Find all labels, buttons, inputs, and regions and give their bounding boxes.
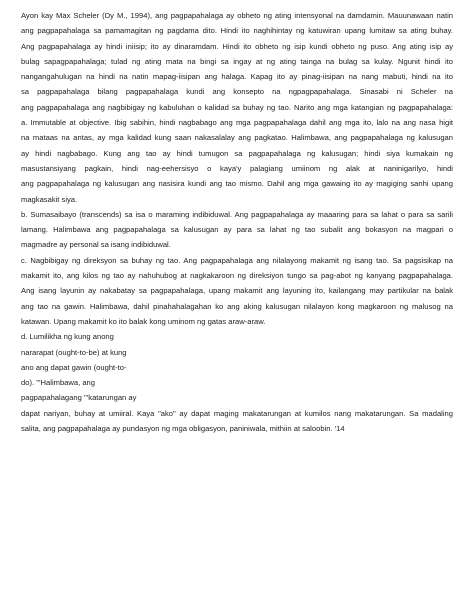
text-line: ang pagpapahalaga ang nagbibigay ng kabuluhan o kalidad sa buhay ng tao. Narito ang mga katangian ng pagpapahalaga: [21, 102, 453, 112]
text-line: c. Nagbibigay ng direksyon sa buhay ng tao. Ang pagpapahalaga ang nilalayong makamit ng isang tao. Sa pagsisikap na [21, 255, 453, 265]
text-line: dapat nariyan, buhay at umiiral. Kaya "ako" ay dapat maging makatarungan at kumilos nang makatarungan. Sa madaling [21, 408, 453, 418]
text-line: ang pagpapahalaga ng kalusugan ang nasisira kundi ang tao mismo. Dahil ang mga gawaing ito ay magiging sanhi upang [21, 179, 453, 189]
text-line: nararapat (ought-to-be) at kung [21, 347, 127, 357]
text-line: na mataas na antas, ay mga kalidad kung saan nakasalalay ang pagkatao. Halimbawa, ang pagpapahalaga ng kalusugan [21, 133, 453, 143]
text-line: sa pagpapahalaga bilang pagpapahalaga kundi ang konsepto na ngpagpapahalaga. Sinasabi ni Scheler na [21, 87, 453, 97]
text-line: Ayon kay Max Scheler (Dy M., 1994), ang pagpapahalaga ay obheto ng ating intensyonal na damdamin. Mauunawaan natin [21, 11, 453, 20]
text-line: magkasakit siya. [21, 194, 78, 204]
text-line: ang tao na gawin. Halimbawa, dahil pinahahalagahan ko ang aking kalusugan nilalayon kong magkaroon ng malusog na [21, 301, 453, 311]
text-line: b. Sumasaibayo (transcends) sa isa o maraming indibiduwal. Ang pagpapahalaga ay maaaring para sa lahat o para sa sarili [21, 209, 453, 219]
text-line: a. Immutable at objective. Ibig sabihin, hindi nagbabago ang mga pagpapahalaga dahil ang mga ito, lalo na ang nasa higit [21, 118, 453, 128]
text-line: katawan. Upang makamit ko ito balak kong uminom ng gatas araw-araw. [21, 316, 266, 326]
text-line: makamit ito, ang kilos ng tao ay nahuhubog at nagkakaroon ng direksiyon tungo sa pag-abot ng kanyang pagpapahalaga. [21, 271, 453, 281]
text-line: ay hindi nagbabago. Kung ang tao ay hindi tumugon sa pagpapahalaga ng kalusugan; hindi siya kumakain ng [21, 148, 453, 158]
text-line: Ang pagpapahalaga ay hindi iniisip; ito ay dinaramdam. Hindi ito obheto ng isip kundi obheto ng puso. Ang ating isip ay [21, 41, 453, 51]
text-line: ang pagpapahalaga sa pamamagitan ng pagdama dito. Hindi ito naghihintay ng katuwiran upang lumitaw sa ating buhay. [21, 26, 453, 36]
text-line: ano ang dapat gawin (ought-to- [21, 362, 127, 372]
text-line: do). '''Halimbawa, ang [21, 378, 95, 388]
text-line: pagpapahalagang '''katarungan ay [21, 393, 137, 403]
text-line: nangangahulugan na hindi na natin mapag-iisipan ang halaga. Kapag ito ay pinag-iisipan na nang mabuti, hindi na ito [21, 72, 453, 82]
text-line: salita, ang pagpapahalaga ay pundasyon ng mga obligasyon, paniniwala, mithiin at saloobin. '14 [21, 424, 345, 434]
text-line: Ang isang layunin ay nakabatay sa pagpapahalaga, upang makamit ang layuning ito, kailangang may partikular na balak [21, 286, 453, 296]
text-line: magmadre ay personal sa isang indibiduwal. [21, 240, 171, 250]
text-line: bulag sapagpapahalaga; tulad ng ating mata na bingi sa ingay at ng ating tainga na bulag sa kulay. Ngunit hindi ito [21, 56, 453, 66]
text-line: lamang. Halimbawa ang pagpapahalaga sa kalusugan ay para sa lahat ng tao subalit ang bokasyon na magpari o [21, 225, 453, 235]
text-line: masustansiyang pagkain, hindi nag-eehersisyo o kaya'y palagiang umiinom ng alak at naninigarilyo, hindi [21, 163, 453, 173]
text-line: d. Lumilikha ng kung anong [21, 332, 114, 342]
body-text [21, 8, 453, 436]
